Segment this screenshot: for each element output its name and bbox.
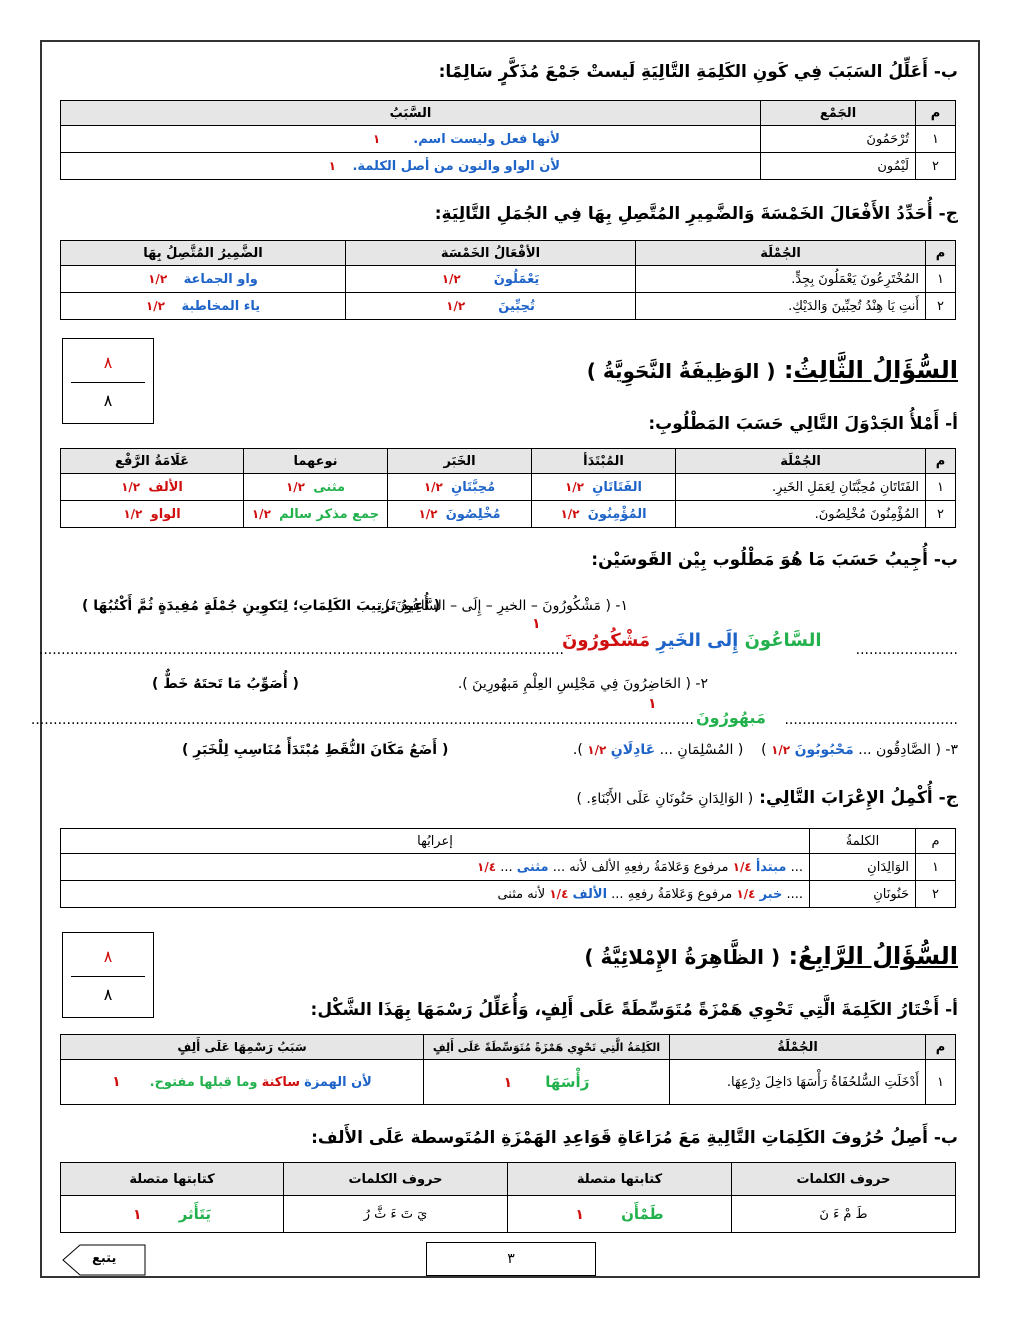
col-header-subject: المُبْتَدَأ [532,449,676,474]
col-header-reason: سَبَبُ رَسْمِهَا عَلَى أَلِفٍ [61,1035,424,1060]
row-number: ٢ [916,881,956,908]
score-divider [71,976,145,977]
type-cell [244,474,388,501]
col-header-verbs: الأفْعَالُ الخَمْسَة [346,241,636,266]
item3-middle: ( المُسْلِمَانِ ... [659,742,744,758]
score-mark: ١ [328,158,336,173]
pronoun-cell [61,266,346,293]
reason-part-2: ساكنة [261,1075,301,1090]
answer-line: ..................................................................................................................................................... [30,712,694,728]
score-mark: ١/٤ [732,859,752,874]
sentence-cell: المُؤْمِنُونَ مُخْلِصُونَ. [676,501,926,528]
role-answer: خبر [759,886,783,902]
score-mark: ١/٢ [446,298,466,313]
section-c-title: ج- أُحَدِّدُ الأَفْعَالَ الخَمْسَةَ وَالضَّمِيرِ المُتَّصِلِ بِهَا فِي الجُمَلِ التَّالِيَةِ: [434,204,958,224]
row-number: ١ [926,474,956,501]
filler: لأنه مثنى [497,886,546,902]
q3b-item1: ١- ( مَشْكُورُونَ – الخيرِ – إِلَى – السَّاعُونَ ). [380,598,628,614]
type-answer: جمع مذكر سالم [279,506,380,522]
table-row [61,153,956,180]
q4b-table [60,1162,956,1233]
q4-subtitle: ( الظَّاهِرَةُ الإِمْلائِيَّةُ ) [584,945,781,969]
table-row [61,266,956,293]
q3c-sentence: ( الوَالِدَانِ حَنُونَانِ عَلَى الأَبْنَاءِ. ) [576,791,754,807]
extra-answer: مثنى [516,859,549,875]
reason-text: لأنها فعل وليست اسم. [413,131,560,147]
q3c-title: ج- أُكْمِلُ الإِعْرَابَ التَّالِي: [759,788,958,808]
score-mark: ١/٢ [771,743,791,757]
q3-score-box [62,338,154,424]
col-header-sentence: الجُمْلَة [676,449,926,474]
q4-title: السُّؤَالُ الرَّابِعُ [798,942,958,970]
q3-title: السُّؤَالُ الثَّالِثُ [793,356,958,384]
predicate-answer: مُحِبَّتَانِ [451,479,496,495]
row-number: ٢ [926,501,956,528]
q3-subtitle: ( الوَظِيفَةُ النَّحَوِيَّةُ ) [586,359,776,383]
row-number: ١ [926,1060,956,1105]
word-cell: الوَالِدَانِ [810,854,916,881]
col-header-sentence: الجُمْلَة [636,241,926,266]
q3c-heading [576,788,958,808]
score-mark: ١ [503,1075,513,1091]
col-header-letters-2: حروف الكلمات [284,1163,508,1196]
score-mark: ١/٢ [251,506,271,521]
score-mark: ١/٤ [549,886,569,901]
table-row [61,501,956,528]
table-row [61,1196,956,1233]
col-header-word: الكلمةُ [810,829,916,854]
row-number: ١ [916,126,956,153]
score-mark: ١/٢ [441,271,461,286]
sentence-cell: أَنتِ يَا هِنْدُ تُحِبِّينَ وَالدَيْكِ. [636,293,926,320]
col-header-word: الكَلِمَةُ الَّتِي تَحْوِي هَمْزَةً مُتَوَسِّطَةً عَلَى أَلِفٍ [424,1035,670,1060]
score-mark: ١/٢ [145,298,165,313]
worksheet-page [30,40,980,1278]
reason-part-1: لأن الهمزة [304,1075,372,1090]
score-mark: ١ [112,1074,121,1090]
type-answer: مثنى [313,479,346,495]
q3b-item1-instruction: ( أُعِيدُ تَرتِيبَ الكَلِمَاتِ؛ لِتَكوِينِ جُمْلَةٍ مُفِيدَةٍ ثُمَّ أَكْتُبُهَا ) [82,598,441,614]
answer-line: ...................................................................................................................... [38,642,564,658]
row-number: ٢ [926,293,956,320]
q3b-item2-instruction: ( أُصَوِّبُ مَا تَحتَهُ خَطٌّ ) [152,676,299,692]
score-mark: ١/٢ [564,479,584,494]
answer-word-1: السَّاعُونَ [744,630,822,651]
letters-cell: يَ تَ ءَ ثَّ رُ [284,1196,508,1233]
table-row [61,1060,956,1105]
answer-word-3: مَشْكُورُونَ [562,630,651,651]
letters-cell: طَ مْ ءَ نَ [732,1196,956,1233]
col-header-plural: الجَمْع [761,101,916,126]
predicate-cell [388,474,532,501]
score-mark: ١/٢ [423,479,443,494]
answer-word-2: إِلَى الخَيرِ [656,630,739,651]
plural-word: لَيْمُون [761,153,916,180]
q3a-table [60,448,956,528]
reason-cell [61,126,761,153]
q3b-item1-answer [562,630,822,651]
sign-cell [61,474,244,501]
score-divider [71,382,145,383]
score-mark: ١/٢ [121,479,141,494]
col-header-num: م [926,449,956,474]
parsing-cell [61,881,810,908]
reason-part-3: وما قبلها مفتوح. [149,1075,258,1090]
filler: ... [500,859,513,875]
verb-answer: يَعْمَلُونَ [493,271,540,287]
joined-cell [508,1196,732,1233]
score-mark: ١ [372,131,381,146]
section-c-table [60,240,956,320]
sign-cell [61,501,244,528]
q3-score-top: ٨ [103,353,113,372]
word-cell: حَنُونَانِ [810,881,916,908]
q4-score-top: ٨ [103,947,113,966]
joined-cell [61,1196,284,1233]
q4-heading: السُّؤَالُ الرَّابِعُ: ( الظَّاهِرَةُ الإِمْلائِيَّةُ ) [584,942,958,970]
reason-cell [61,1060,424,1105]
next-label: يتبع [92,1251,117,1266]
parsing-text: مرفوع وَعَلامَةُ رفعِهِ ... [611,886,733,902]
q3b-title: ب- أُجِيبُ حَسَبَ مَا هُوَ مَطْلُوب بِيْن القَوسَيْن: [591,550,958,570]
q3b-item3-instruction: ( أَضَعُ مَكَانَ النُّقَطِ مُبْتَدَأً مُنَاسِبِ لِلْخَبَرِ ) [182,742,449,758]
answer-line: ....................... [855,642,958,658]
col-header-type: نوعهما [244,449,388,474]
item3-answer-b: عَادِلَانِ [610,742,656,758]
sign-answer: الألف [148,479,183,495]
sentence-cell: المُخْتَرِعُونَ يَعْمَلُونَ بِجِدٍّ. [636,266,926,293]
score-mark: ١/٤ [477,859,497,874]
next-page-indicator[interactable] [62,1244,146,1276]
item3-answer-a: مَحْبُوبُونَ [794,742,854,758]
joined-answer: يَتَأَثر [178,1205,212,1223]
col-header-num: م [926,1035,956,1060]
filler: ... [790,859,803,875]
q3c-table [60,828,956,908]
page-number: ٣ [426,1242,596,1276]
sign-answer: الواو [150,506,181,522]
q3b-item2: ٢- ( الحَاضِرُونَ فِي مَجْلِسِ العِلْمِ مَبهُورِينَ ). [457,676,708,692]
pronoun-answer: واو الجماعة [183,271,258,287]
row-number: ٢ [916,153,956,180]
q3-heading: السُّؤَالُ الثَّالِثُ: ( الوَظِيفَةُ النَّحَوِيَّةُ ) [586,356,958,384]
score-mark: ١/٢ [587,743,607,757]
score-mark: ١/٢ [123,506,143,521]
score-mark: ١ [532,616,541,632]
word-answer: رَأْسَهَا [545,1073,590,1091]
parsing-cell [61,854,810,881]
sentence-cell: أَدْخَلَتِ السُّلحُفَاةُ رَأْسَهَا دَاخِلَ دِرْعِهَا. [670,1060,926,1105]
row-number: ١ [926,266,956,293]
score-mark: ١/٢ [285,479,305,494]
col-header-parsing: إعرابُها [61,829,810,854]
pronoun-answer: ياء المخاطبة [181,298,261,314]
score-mark: ١ [132,1207,142,1223]
answer-line: ....................................... [784,712,958,728]
score-mark: ١/٢ [560,506,580,521]
section-b-title: ب- أَعَلِّلُ السَبَبَ فِي كَونِ الكَلِمَةِ التَّالِيَةِ لَيستْ جَمْعَ مُذَكَّرٍ سَالِمًا: [438,62,958,82]
filler: .... [786,886,803,902]
type-cell [244,501,388,528]
subject-cell [532,501,676,528]
score-mark: ١/٤ [736,886,756,901]
item3-prefix: ٣- ( الصَّادِقُون ... [858,742,958,758]
q4b-title: ب- أَصِلُ حُرُوفَ الكَلِمَاتِ التَّالِيةِ مَعَ مُرَاعَاةِ قَوَاعِدِ الهَمْزَةِ المُتَوسطة عَلَى الأَلف: [311,1128,958,1148]
predicate-answer: مُخْلِصُونَ [445,506,501,522]
verb-cell [346,293,636,320]
col-header-joined-2: كتابتها متصلة [61,1163,284,1196]
role-answer: مبتدأ [755,859,787,875]
col-header-joined-1: كتابتها متصلة [508,1163,732,1196]
subject-answer: المُؤْمِنُونَ [587,506,647,522]
score-mark: ١/٢ [148,271,168,286]
q4-score-bottom: ٨ [103,985,113,1004]
extra-answer: الألف [572,886,608,902]
subject-cell [532,474,676,501]
table-row [61,474,956,501]
score-mark: ١/٢ [418,506,438,521]
q3-score-bottom: ٨ [103,391,113,410]
table-row [61,293,956,320]
sentence-cell: الفَتَاتَانِ مُحِبَّتَانِ لِعَمَلِ الخَيرِ. [676,474,926,501]
joined-answer: طَمْأَن [621,1205,664,1223]
verb-answer: تُحِبِّينَ [498,298,535,314]
section-b-table [60,100,956,180]
q4a-table [60,1034,956,1105]
q4a-title: أ- أَخْتَارُ الكَلِمَةَ الَّتِي تَحْوِي هَمْزَةً مُتَوَسِّطَةً عَلَى أَلِفٍ، وَأُعَلِّلُ رَسْمَهَا بِهَذَا الشَّكْل: [310,1000,958,1020]
parsing-text: مرفوع وَعَلامَةُ رفعِهِ الألف لأنه ... [552,859,729,875]
q3b-item3: ٣- ( الصَّادِقُون ... مَحْبُوبُونَ ١/٢ ) ( المُسْلِمَانِ ... عَادِلَانِ ١/٢ ). [572,742,958,758]
table-row [61,854,956,881]
word-cell [424,1060,670,1105]
col-header-num: م [926,241,956,266]
reason-text: لأن الواو والنون من أصل الكلمة. [352,158,560,174]
col-header-sentence: الجُمْلَةُ [670,1035,926,1060]
plural-word: تُرْحَمُونَ [761,126,916,153]
q4-score-box [62,932,154,1018]
col-header-predicate: الخَبَر [388,449,532,474]
row-number: ١ [916,854,956,881]
score-mark: ١ [648,696,657,712]
table-row [61,881,956,908]
col-header-sign: عَلَامَةُ الرَّفْع [61,449,244,474]
q3a-title: أ- أَمْلأُ الجَدْوَلَ التَّالِي حَسَبَ المَطْلُوبِ: [648,414,958,434]
col-header-pronoun: الضَّمِيرُ المُتَّصِلُ بِهَا [61,241,346,266]
subject-answer: الفَتَاتَانِ [592,479,643,495]
pronoun-cell [61,293,346,320]
score-mark: ١ [575,1207,584,1223]
table-row [61,126,956,153]
col-header-num: م [916,101,956,126]
col-header-num: م [916,829,956,854]
q3b-item2-answer: مَبهُورُونَ [696,708,766,727]
reason-cell [61,153,761,180]
verb-cell [346,266,636,293]
col-header-letters-1: حروف الكلمات [732,1163,956,1196]
predicate-cell [388,501,532,528]
col-header-reason: السَّبَبُ [61,101,761,126]
